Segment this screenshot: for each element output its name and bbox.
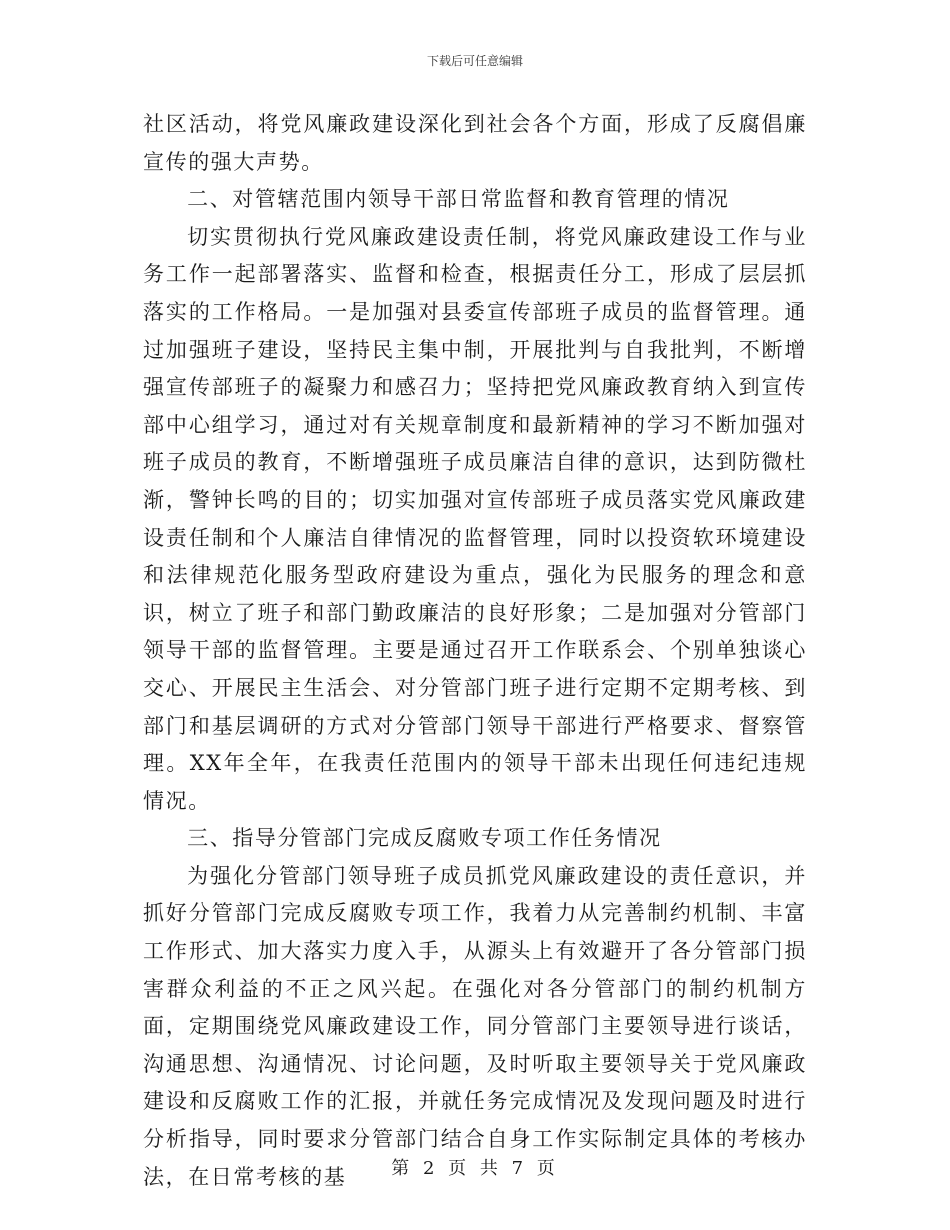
paragraph-continuation: 社区活动，将党风廉政建设深化到社会各个方面，形成了反腐倡廉宣传的强大声势。 xyxy=(143,112,807,174)
section-heading-2: 二、对管辖范围内领导干部日常监督和教育管理的情况 xyxy=(187,187,730,212)
page-header: 下载后可任意编辑 xyxy=(426,54,523,68)
document-body xyxy=(143,106,807,1196)
paragraph-section-2: 切实贯彻执行党风廉政建设责任制，将党风廉政建设工作与业务工作一起部署落实、监督和检查，根据责任分工，形成了层层抓落实的工作格局。一是加强对县委宣传部班子成员的监督管理。通过加强班子建设，坚持民主集中制，开展批判与自我批判，不断增强宣传部班子的凝聚力和感召力；坚持把党风廉政教育纳入到宣传部中心组学习，通过对有关规章制度和最新精神的学习不断加强对班子成员的教育，不断增强班子成员廉洁自律的意识，达到防微杜渐，警钟长鸣的目的；切实加强对宣传部班子成员落实党风廉政建设责任制和个人廉洁自律情况的监督管理，同时以投资软环境建设和法律规范化服务型政府建设为重点，强化为民服务的理念和意识，树立了班子和部门勤政廉洁的良好形象；二是加强对分管部门领导干部的监督管理。主要是通过召开工作联系会、个别单独谈心交心、开展民主生活会、对分管部门班子进行定期不定期考核、到部门和基层调研的方式对分管部门领导干部进行严格要求、督察管理。XX年全年，在我责任范围内的领导干部未出现任何违纪违规情况。 xyxy=(143,224,807,813)
section-heading-3: 三、指导分管部门完成反腐败专项工作任务情况 xyxy=(187,826,662,851)
page-number: 第 2 页 共 7 页 xyxy=(391,1158,559,1179)
paragraph-section-3: 为强化分管部门领导班子成员抓党风廉政建设的责任意识，并抓好分管部门完成反腐败专项工作，我着力从完善制约机制、丰富工作形式、加大落实力度入手，从源头上有效避开了各分管部门损害群众利益的不正之风兴起。在强化对各分管部门的制约机制方面，定期围绕党风廉政建设工作，同分管部门主要领导进行谈话，沟通思想、沟通情况、讨论问题，及时听取主要领导关于党风廉政建设和反腐败工作的汇报，并就任务完成情况及发现问题及时进行分析指导，同时要求分管部门结合自身工作实际制定具体的考核办法，在日常考核的基 xyxy=(143,863,807,1189)
